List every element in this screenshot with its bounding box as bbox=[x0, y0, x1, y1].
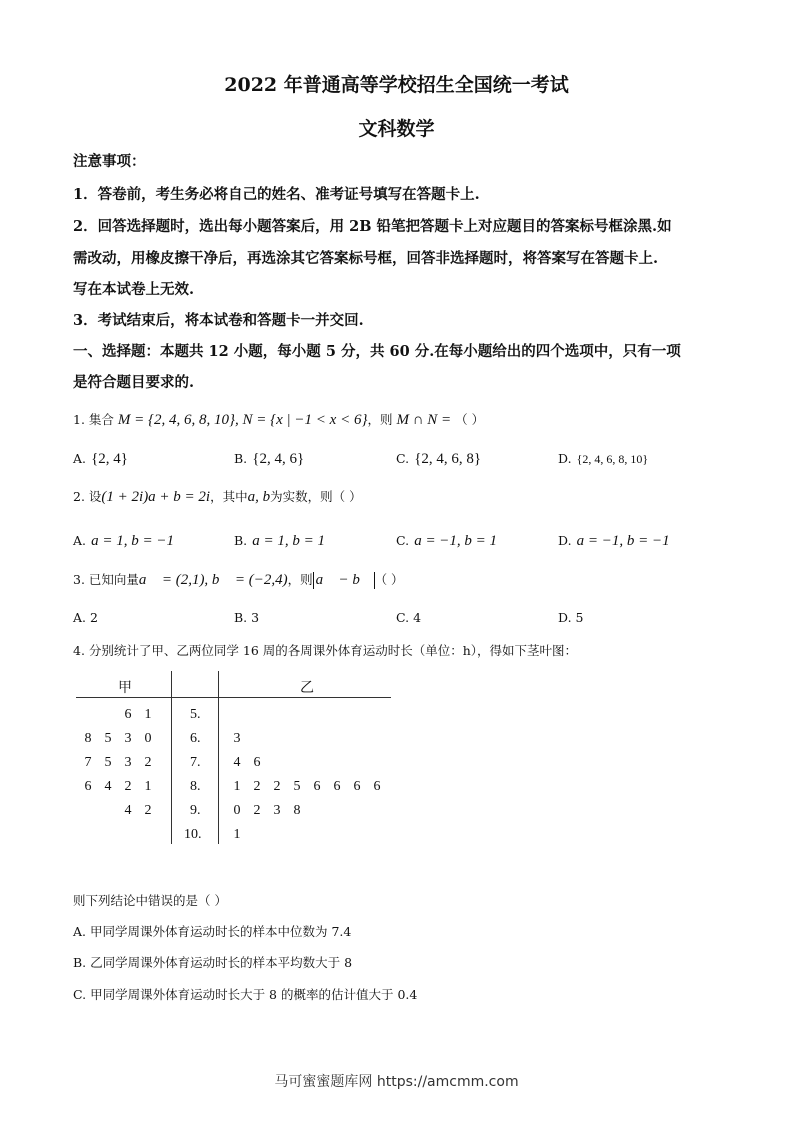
leaf-right: 6 bbox=[333, 779, 341, 794]
q2-vars: a, b bbox=[247, 489, 271, 505]
leaf-right: 1 bbox=[233, 827, 241, 842]
q3-expr: a⃗ = (2,1), b⃗ = (−2,4) bbox=[138, 572, 288, 588]
plot-row-stem: 5. bbox=[190, 707, 201, 722]
q1-suffix: ，则 bbox=[367, 412, 393, 427]
question-2 bbox=[73, 487, 362, 506]
plot-row-left-leaves bbox=[78, 779, 158, 795]
leaf-right: 8 bbox=[293, 803, 301, 818]
leaf-right: 6 bbox=[253, 755, 261, 770]
q1-set-m: M = {2, 4, 6, 8, 10} bbox=[117, 412, 236, 428]
plot-row-stem: 7. bbox=[190, 755, 201, 770]
notes-item-3: 3．考试结束后，将本试卷和答题卡一并交回. bbox=[73, 312, 364, 329]
leaf-left: 5 bbox=[104, 755, 112, 770]
leaf-left: 2 bbox=[144, 755, 152, 770]
q4-option-c[interactable]: C. 甲同学周课外体育运动时长大于 8 的概率的估计值大于 0.4 bbox=[73, 987, 418, 1002]
plot-row-stem: 6. bbox=[190, 731, 201, 746]
plot-row-right-leaves bbox=[227, 803, 307, 819]
footer-watermark: 马可蜜蜜题库网 https://amcmm.com bbox=[274, 1074, 519, 1090]
q4-question: 则下列结论中错误的是（ ） bbox=[73, 893, 227, 908]
q1-expr: M ∩ N = bbox=[396, 412, 452, 428]
notes-item-2-line-3: 写在本试卷上无效. bbox=[73, 281, 195, 298]
question-1 bbox=[73, 410, 484, 429]
leaf-left: 3 bbox=[124, 755, 132, 770]
plot-row-left-leaves bbox=[118, 803, 158, 819]
leaf-left: 0 bbox=[144, 731, 152, 746]
q3-option-a[interactable]: A. 2 bbox=[73, 610, 98, 625]
section-heading-line-2: 是符合题目要求的. bbox=[73, 374, 195, 391]
leaf-right: 6 bbox=[373, 779, 381, 794]
q3-option-c[interactable]: C. 4 bbox=[396, 610, 422, 625]
leaf-left: 4 bbox=[104, 779, 112, 794]
q1-option-d[interactable]: D. {2, 4, 6, 8, 10} bbox=[558, 451, 649, 466]
plot-right-header: 乙 bbox=[300, 681, 314, 696]
leaf-left: 6 bbox=[124, 707, 132, 722]
exam-subtitle: 文科数学 bbox=[358, 118, 435, 140]
question-3 bbox=[73, 570, 404, 589]
q2-option-c[interactable]: C. a = −1, b = 1 bbox=[396, 533, 498, 549]
leaf-left: 1 bbox=[144, 707, 152, 722]
leaf-left: 7 bbox=[84, 755, 92, 770]
q2-option-b[interactable]: B. a = 1, b = 1 bbox=[234, 533, 326, 549]
plot-row-stem: 8. bbox=[190, 779, 201, 794]
leaf-right: 4 bbox=[233, 755, 241, 770]
q2-mid: ，其中 bbox=[210, 489, 248, 504]
q2-prefix: 2. 设 bbox=[73, 489, 102, 504]
notes-item-1: 1．答卷前，考生务必将自己的姓名、准考证号填写在答题卡上. bbox=[73, 186, 480, 203]
q1-paren: （ ） bbox=[455, 412, 485, 427]
q2-suffix: 为实数，则（ ） bbox=[270, 489, 362, 504]
leaf-left: 2 bbox=[124, 779, 132, 794]
q4-option-b[interactable]: B. 乙同学周课外体育运动时长的样本平均数大于 8 bbox=[73, 955, 353, 970]
plot-row-left-leaves bbox=[78, 755, 158, 771]
q3-mid: ，则 bbox=[287, 572, 313, 587]
notes-item-2-line-1: 2．回答选择题时，选出每小题答案后，用 2B 铅笔把答题卡上对应题目的答案标号框涂黑.如 bbox=[73, 218, 672, 235]
leaf-right: 5 bbox=[293, 779, 301, 794]
exam-title: 2022 年普通高等学校招生全国统一考试 bbox=[224, 74, 569, 96]
leaf-left: 1 bbox=[144, 779, 152, 794]
notes-item-2-line-2: 需改动，用橡皮擦干净后，再选涂其它答案标号框，回答非选择题时，将答案写在答题卡上. bbox=[73, 250, 659, 267]
q1-option-c[interactable]: C. {2, 4, 6, 8} bbox=[396, 451, 482, 467]
leaf-left: 4 bbox=[124, 803, 132, 818]
q1-option-b[interactable]: B. {2, 4, 6} bbox=[234, 451, 305, 467]
plot-row-stem: 9. bbox=[190, 803, 201, 818]
q1-option-a[interactable]: A. {2, 4} bbox=[73, 451, 129, 467]
leaf-right: 2 bbox=[253, 803, 261, 818]
q1-prefix: 1. 集合 bbox=[73, 412, 114, 427]
leaf-right: 1 bbox=[233, 779, 241, 794]
plot-left-divider bbox=[171, 671, 172, 844]
q3-prefix: 3. 已知向量 bbox=[73, 572, 139, 587]
leaf-right: 3 bbox=[233, 731, 241, 746]
plot-row-right-leaves bbox=[227, 779, 387, 795]
leaf-right: 6 bbox=[313, 779, 321, 794]
leaf-right: 0 bbox=[233, 803, 241, 818]
leaf-left: 6 bbox=[84, 779, 92, 794]
q4-option-a[interactable]: A. 甲同学周课外体育运动时长的样本中位数为 7.4 bbox=[73, 924, 352, 939]
plot-left-header: 甲 bbox=[118, 681, 132, 696]
leaf-left: 8 bbox=[84, 731, 92, 746]
q3-option-b[interactable]: B. 3 bbox=[234, 610, 260, 625]
plot-row-right-leaves bbox=[227, 827, 247, 843]
plot-right-divider bbox=[218, 671, 219, 844]
q3-abs-expr: a⃗ − b⃗ bbox=[313, 572, 375, 589]
notes-heading: 注意事项： bbox=[73, 153, 146, 170]
leaf-right: 2 bbox=[273, 779, 281, 794]
q3-option-d[interactable]: D. 5 bbox=[558, 610, 584, 625]
q2-expr: (1 + 2i)a + b = 2i bbox=[101, 489, 211, 505]
plot-row-stem: 10. bbox=[184, 827, 202, 842]
leaf-right: 6 bbox=[353, 779, 361, 794]
leaf-left: 5 bbox=[104, 731, 112, 746]
leaf-left: 3 bbox=[124, 731, 132, 746]
leaf-left: 2 bbox=[144, 803, 152, 818]
q2-option-d[interactable]: D. a = −1, b = −1 bbox=[558, 533, 670, 549]
leaf-right: 2 bbox=[253, 779, 261, 794]
section-heading-line-1: 一、选择题：本题共 12 小题，每小题 5 分，共 60 分.在每小题给出的四个选项中，只有一项 bbox=[73, 343, 681, 360]
q1-set-n: , N = {x | −1 < x < 6} bbox=[235, 412, 368, 428]
question-4: 4. 分别统计了甲、乙两位同学 16 周的各周课外体育运动时长（单位：h），得如下茎叶图： bbox=[73, 643, 578, 658]
plot-row-right-leaves bbox=[227, 731, 247, 747]
leaf-right: 3 bbox=[273, 803, 281, 818]
plot-header-divider bbox=[76, 697, 391, 698]
q3-paren: （ ） bbox=[374, 572, 404, 587]
plot-row-left-leaves bbox=[118, 707, 158, 723]
q2-option-a[interactable]: A. a = 1, b = −1 bbox=[73, 533, 174, 549]
plot-row-right-leaves bbox=[227, 755, 267, 771]
plot-row-left-leaves bbox=[78, 731, 158, 747]
